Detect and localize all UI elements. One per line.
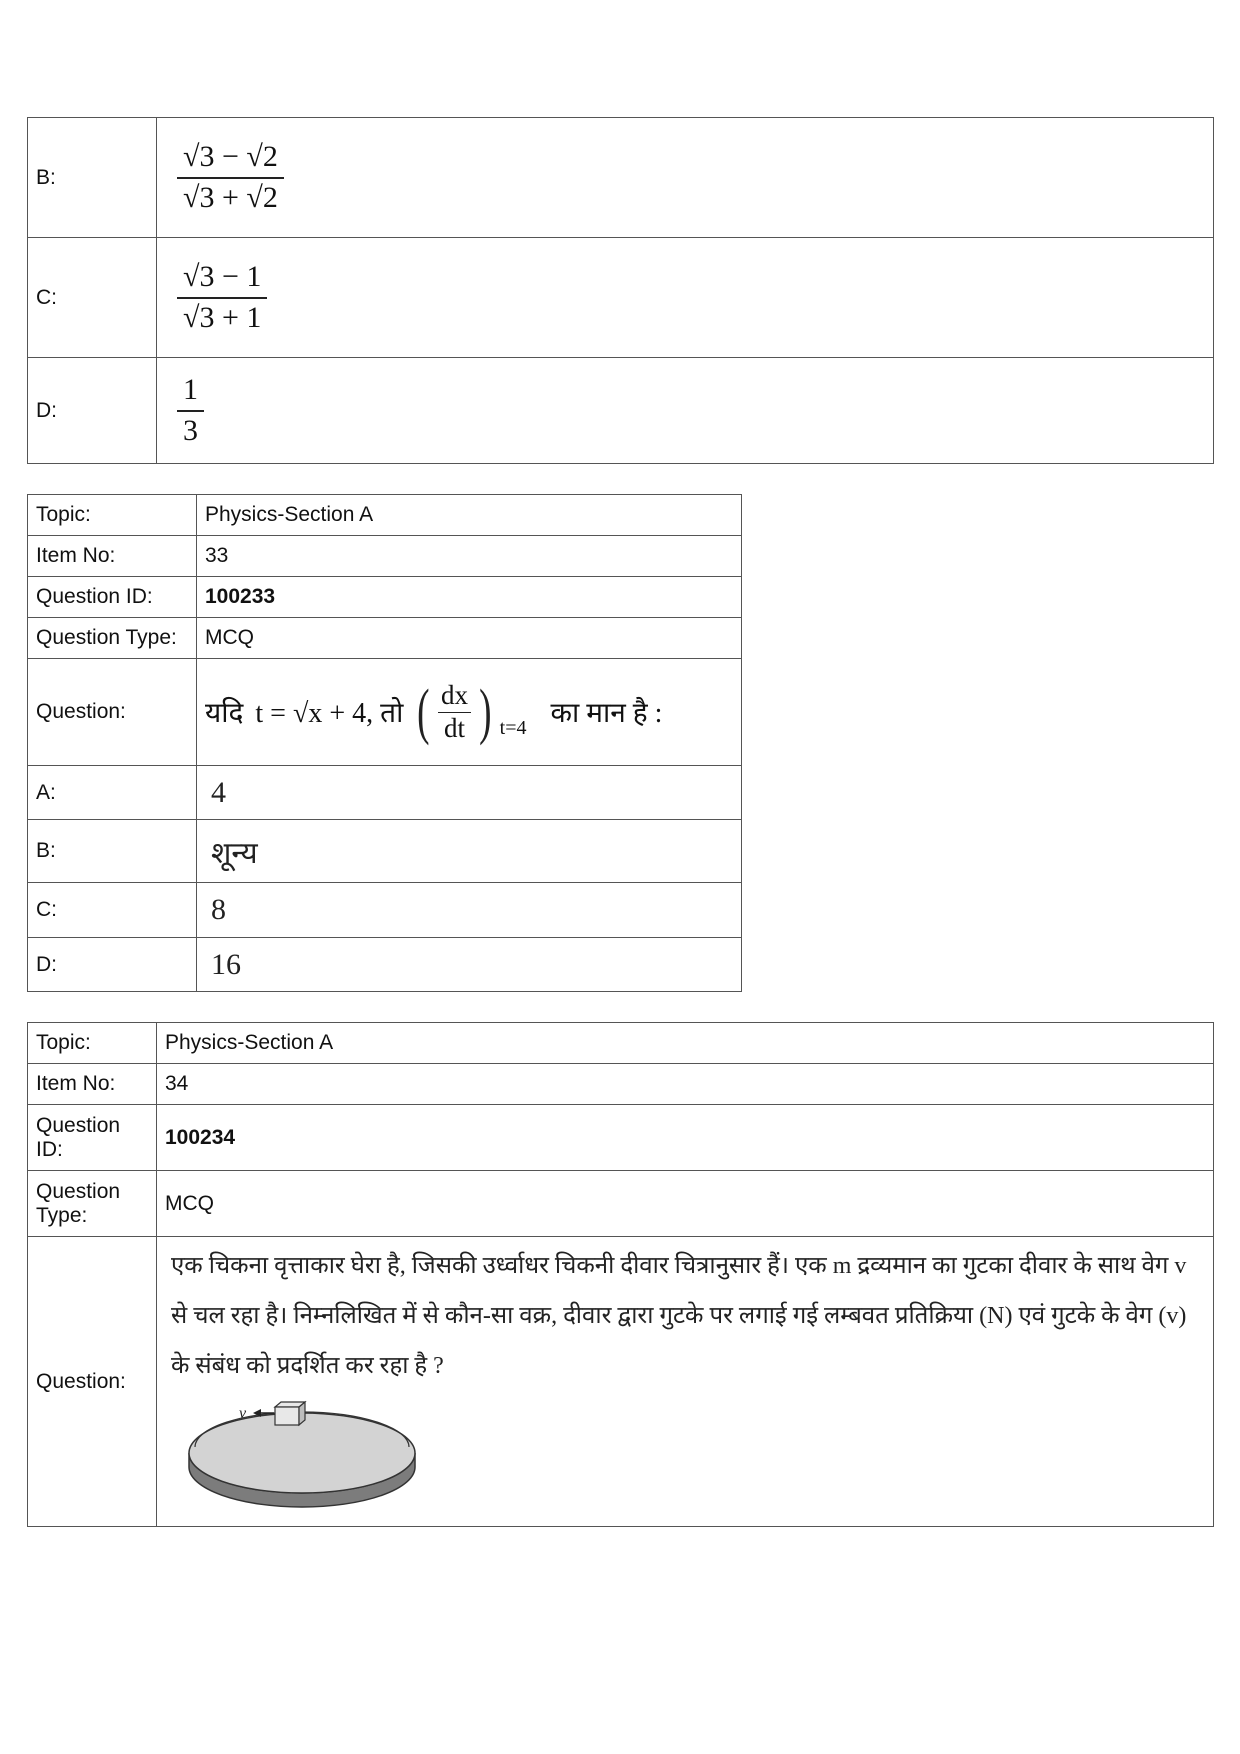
question-type-value: MCQ — [197, 618, 742, 659]
option-label: B: — [28, 820, 197, 883]
option-label: C: — [28, 238, 157, 358]
question-id-label: Question ID: — [28, 1105, 157, 1171]
topic-value: Physics-Section A — [197, 495, 742, 536]
derivative-fraction — [438, 680, 471, 743]
question-type-label: Question Type: — [28, 618, 197, 659]
question-id-label: Question ID: — [28, 577, 197, 618]
option-row-a — [28, 766, 742, 820]
fraction-numerator: 1 — [177, 373, 204, 412]
question-type-value: MCQ — [157, 1171, 1214, 1237]
fraction-denominator: 3 — [183, 413, 198, 447]
option-value — [157, 238, 1214, 358]
option-label: D: — [28, 358, 157, 464]
option-label: B: — [28, 118, 157, 238]
option-row-b — [28, 820, 742, 883]
question-prefix: यदि — [205, 698, 244, 729]
question-suffix: का मान है : — [550, 698, 663, 729]
question-type-row — [28, 618, 742, 659]
option-value: 16 — [197, 938, 742, 992]
fraction-numerator: √3 − √2 — [177, 140, 284, 179]
ring-floor — [189, 1413, 415, 1493]
left-paren-icon: ( — [417, 678, 430, 746]
item-row — [28, 536, 742, 577]
item-value: 34 — [157, 1064, 1214, 1105]
derivative-denominator: dt — [443, 712, 465, 743]
question-content — [197, 659, 742, 766]
option-row-c — [28, 883, 742, 938]
right-paren-icon: ) — [479, 678, 492, 746]
option-label: D: — [28, 938, 197, 992]
option-value — [157, 118, 1214, 238]
option-label: C: — [28, 883, 197, 938]
item-row — [28, 1064, 1214, 1105]
fraction — [177, 140, 284, 215]
option-value: 4 — [197, 766, 742, 820]
fraction-denominator: √3 + 1 — [183, 300, 262, 334]
topic-label: Topic: — [28, 1023, 157, 1064]
question-row — [28, 659, 742, 766]
option-row-b — [28, 118, 1214, 238]
question-id-row — [28, 577, 742, 618]
question-label: Question: — [28, 1237, 157, 1527]
circular-ring-figure — [177, 1395, 417, 1511]
question-34-table — [27, 1022, 1214, 1527]
fraction-denominator: √3 + √2 — [183, 180, 278, 214]
question-content — [157, 1237, 1214, 1527]
question-equation-text: t = √x + 4, तो — [255, 698, 404, 729]
option-label: A: — [28, 766, 197, 820]
derivative-subscript: t=4 — [499, 716, 527, 739]
fraction-numerator: √3 − 1 — [177, 260, 267, 299]
question-33-table — [27, 494, 742, 992]
option-row-c — [28, 238, 1214, 358]
option-value — [157, 358, 1214, 464]
question-type-row — [28, 1171, 1214, 1237]
question-id-row — [28, 1105, 1214, 1171]
item-value: 33 — [197, 536, 742, 577]
item-label: Item No: — [28, 1064, 157, 1105]
question-text: एक चिकना वृत्ताकार घेरा है, जिसकी उर्ध्वाधर चिकनी दीवार चित्रानुसार हैं। एक m द्रव्यमान का गुटका दीवार के साथ वेग v से चल रहा है। निम्नलिखित में से कौन-सा वक्र, दीवार द्वारा गुटके पर लगाई गई लम्बवत प्रतिक्रिया (N) एवं गुटके के वेग (v) के संबंध को प्रदर्शित कर रहा है ? — [171, 1253, 1187, 1379]
question-label: Question: — [28, 659, 197, 766]
topic-row — [28, 1023, 1214, 1064]
item-label: Item No: — [28, 536, 197, 577]
fraction — [177, 260, 267, 335]
option-value: 8 — [197, 883, 742, 938]
block-icon — [275, 1402, 305, 1425]
question-type-label: Question Type: — [28, 1171, 157, 1237]
question-row — [28, 1237, 1214, 1527]
question-equation — [205, 678, 733, 746]
previous-question-options-table — [27, 117, 1214, 464]
option-row-d — [28, 938, 742, 992]
question-id-value: 100233 — [197, 577, 742, 618]
derivative-numerator: dx — [438, 680, 471, 712]
option-row-d — [28, 358, 1214, 464]
question-id-value: 100234 — [157, 1105, 1214, 1171]
fraction — [177, 373, 204, 448]
topic-row — [28, 495, 742, 536]
topic-value: Physics-Section A — [157, 1023, 1214, 1064]
topic-label: Topic: — [28, 495, 197, 536]
option-value: शून्य — [197, 820, 742, 883]
velocity-label: v — [239, 1405, 247, 1422]
